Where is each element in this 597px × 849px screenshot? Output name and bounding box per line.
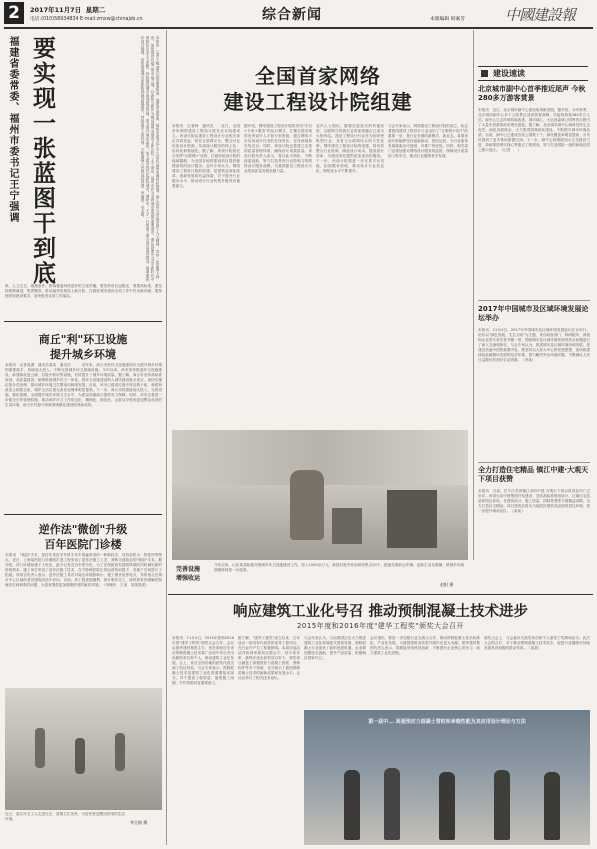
- photo-figure: [75, 738, 85, 774]
- sidebar-item-2-title: 2017年中国城市及区域环境发展论坛举办: [478, 305, 589, 322]
- main-body-col-4: 与会专家表示，网络建设工程设计院的成立，标志着我国建设工程设计行业迈出了"互联网+设计"的重要一步，是行业发展的新模式、新业态。希望该设计院能够坚持创新驱动，规范运营，为行业改革发展探索出可复制、可推广的经验。同时，相关部门也将加强对网络设计服务的监管，保障设计质量和工程安全，推动行业健康有序发展。: [388, 124, 468, 158]
- bottom-subhead: 2015年度和2016年度"建华工程奖"颁奖大会召开: [296, 622, 465, 630]
- bottom-body-col-1: 本报讯 11月4日，2015年度和2016年度"建华工程奖"颁奖大会召开。会议由建华建材集团主办，旨在表彰近年来在预制混凝土技术推广应用中作出突出贡献的单位和个人，推动建筑工业化发展。会上，来自全国各地的获奖代表交流了项目经验。与会专家表示，预制混凝土技术是建筑工业化的重要组成部分，对于提高工程质量、缩短施工周期、节约资源具有重要意义。: [172, 636, 234, 685]
- main-photo: [172, 430, 468, 560]
- lower-left-headline-1: 逆作法"微创"升级: [38, 523, 128, 536]
- newspaper-logo: 中國建設報: [505, 6, 576, 24]
- sidebar-label: 建设速读: [493, 69, 525, 78]
- photo-caption-credit: 赵阳 摄: [440, 582, 454, 587]
- photo-figure: [544, 772, 560, 840]
- sidebar-marker-icon: [481, 70, 488, 77]
- photo-bin: [332, 508, 362, 544]
- lower-left-caption: 近日，某区环卫工人走进社区，清理卫生死角，为居民营造整洁舒适的生活环境。: [5, 812, 125, 821]
- lead-body-text: 本报讯 记者王敏 通讯员郑豪燕报道 福建省委常委、福州市委书记王宁日前在福州市调研时强调，要认真学习贯彻党的十九大精神，坚持一张蓝图干到底，加快建设有福之州幸福之城，以新担当新作为推动福州发展再上新台阶。王宁指出，福州市作为全国城市建设的重要城市，要认真落实习近平新时代中国特色社会主义思想，持续推进城市规划建设管理，着力提升城市品质，努力建设现代化国际城市。调研中，王宁一行察看了重点项目建设情况，强调要抓好项目落地，加快推进城市更新和基础设施建设，持续改善人居环境，不断增强人民群众获得感、幸福感、安全感。: [141, 36, 160, 281]
- bottom-column-separator: [166, 560, 167, 845]
- lower-left-photo: [5, 688, 162, 810]
- bottom-headline: 响应建筑工业化号召 推动预制混凝土技术进步: [232, 603, 529, 620]
- contact-line: 电话:(010)58934834 E-mail:zmxw@chinajsb.cn: [30, 17, 143, 22]
- lower-left-body: 本报讯 "微创"手术，是近年来医学外科手术中普遍采用的一种新技术，具有创伤小、恢复快等特点。近日，上海某医院门诊楼改扩建工程采用了逆作法施工工艺，被称为建筑业的"微创"手术。据介绍，该门诊楼始建于上世纪，距今已有近百年的历史，为了在保留原有建筑风貌的同时满足新的使用需求，施工单位采用了逆作法施工技术，在不影响医院正常运营的前提下，对地下空间进行了拓展。该项目负责人表示，逆作法施工具有对周边环境影响小、施工噪音低等优点，非常适合在城市中心区域的老旧建筑改造中应用。目前，该工程进展顺利，预计明年完工，届时将有效缓解医院就诊空间紧张的问题，为患者提供更加便捷舒适的就医环境。（李晓东 王某 刘某报道）: [5, 553, 162, 587]
- section-title: 综合新闻: [262, 7, 322, 23]
- photo-figure: [494, 770, 510, 840]
- photo-figure: [439, 772, 455, 840]
- sidebar-item-1-body: 本报讯 近日，北京城市副中心建设取得新进展。据介绍，今年秋季，北京城市副中心多个公园景区迎来游客高峰，共接待游客280多万人次。副中心生态环境持续改善，城市绿心、大运河森林公园等景点吸引了大量市民游客前来观光游览。据了解，北京城市副中心始终坚持生态优先、绿色发展理念，大力推进园林绿化建设，不断提升城市环境品质。目前，副中心已建成各类公园数十个，绿化覆盖率明显提高，为市民提供了更多休闲游憩空间。下一步，副中心将继续加大生态建设力度，持续推进城市绿心等重点工程建设，努力打造国际一流的和谐宜居之都示范区。（记者 ）: [478, 108, 590, 152]
- sidebar-separator: [473, 30, 474, 560]
- main-body-col-2: 据介绍，网络建设工程设计院将采用"平台+专家+服务"的运行模式，汇聚全国各地的优秀设计人才和专家资源，通过网络平台实现设计任务的在线发布、在线承接和在线交付。同时，该设计院还将建立完善的质量管理体系，确保设计成果质量。该设计院负责人表示，将以此为契机，不断探索创新，努力打造具有行业影响力的网络设计服务品牌，为我国建设工程设计行业的高质量发展贡献力量。: [244, 124, 312, 173]
- photo-figure: [115, 733, 125, 771]
- photo-figure: [35, 728, 45, 768]
- lower-left-credit: 李全钢 摄: [130, 820, 148, 825]
- sidebar-divider-1: [478, 300, 590, 301]
- main-body-col-3: 业内人士指出，随着信息技术的快速发展，互联网与传统行业的深度融合已成为大势所趋。建设工程设计行业作为知识密集型行业，具有与互联网结合的天然优势。网络建设工程设计院的组建，将有效整合行业资源，降低设计成本，提高设计效率，为建设单位提供更加优质的服务。下一步，该设计院将进一步完善平台功能，拓展服务领域，推动设计行业信息化、网络化水平不断提升。: [316, 124, 384, 173]
- masthead-rule: [4, 27, 593, 29]
- editor-credit: 本版编辑 韩素芳: [430, 17, 466, 22]
- main-headline-1: 全国首家网络: [255, 64, 381, 88]
- bottom-body-col-2: 据了解，"建华工程奖"设立以来，已评选出一批具有代表性的优秀工程项目，在行业内产生了积极影响。本届评选活动共收到申报项目数百个，经专家评审，最终评选出获奖项目若干。获奖项目涵盖了高强预应力混凝土管桩、预制构件等多个领域，充分展示了我国预制混凝土技术的最新成果和发展水平。会议还举行了相关技术论坛。: [238, 636, 300, 680]
- main-body-col-1: 本报讯 记者韩 通讯员 近日，全国首家网络建设工程设计院在北京组建成立。该设计院由建设工程设计行业相关单位共同发起，依托互联网平台，整合行业优质设计资源，实现设计服务的线上化、协同化和智能化。据了解，该设计院将充分发挥"互联网+"优势，打破传统设计院的地域限制，为全国各地的建设项目提供便捷高效的设计服务。业内专家认为，网络建设工程设计院的组建，是建筑业深化改革、创新发展的有益探索，对于提升行业服务水平、推动设计行业转型升级具有重要意义。: [172, 124, 240, 188]
- mid-left-body: 本报讯 记者周潇 通讯员周某 通讯员 近年来，商丘市把环卫设施建设作为提升城乡环境的重要抓手，持续加大投入，不断完善城乡环卫基础设施。今年以来，该市加快推进环卫设施建设，新建和改造公厕、垃圾中转站等设施，有效提升了城乡环境质量。据了解，商丘市坚持高标准规划、高质量建设，统筹推进城乡环卫一体化，将环卫设施建设纳入城市建设重点项目，加快实施垃圾分类处理，推动城乡环境卫生整治向纵深发展。目前，该市已建成垃圾中转站数十座，新建和改造公厕数百座，城乡生活垃圾无害化处理率明显提高。下一步，商丘市将继续加大投入，完善设施，强化管理，全面提升城乡环境卫生水平，为建设美丽商丘提供有力保障。同时，该市还将进一步健全长效管理机制，推动城乡环卫工作常态化、精细化、规范化，让群众享受到更加整洁优美的生活环境，助力乡村振兴和新型城镇化建设取得新成效。: [5, 363, 162, 407]
- photo-bin: [387, 490, 437, 548]
- page-number-box: 2: [4, 2, 24, 24]
- sidebar-item-1-title: 北京城市副中心首季推近尾声 今秋280多万游客赏景: [478, 85, 586, 102]
- photo-figure: [344, 770, 360, 840]
- lead-bottom-rule: [4, 321, 162, 322]
- lead-headline: 要实现一张蓝图干到底: [29, 36, 56, 286]
- sidebar-label-box: [478, 66, 588, 81]
- photo-figure: [384, 768, 400, 840]
- main-headline-2: 建设工程设计院组建: [223, 90, 413, 114]
- bottom-body-col-4: 会议指出，要进一步加强行业交流与合作，推动预制混凝土技术标准化、产业化发展，为我国建筑业转型升级作出更大贡献。建华建材集团负责人表示，将继续坚持科技创新，不断提升企业核心竞争力，助力建筑工业化进程。: [370, 636, 480, 655]
- mid-left-rule: [4, 514, 162, 515]
- mid-left-headline-2: 提升城乡环境: [50, 348, 116, 361]
- column-separator: [166, 30, 167, 560]
- bottom-photo: [304, 710, 590, 845]
- issue-date: 2017年11月7日 星期二: [30, 6, 106, 14]
- bottom-photo-banner: 第一届中... 高强预应力混凝土管桩和承载性能及其应用设计理论与方法: [368, 719, 526, 725]
- bottom-section-rule: [168, 594, 593, 595]
- sidebar-item-3-title: 全力打造住宅精品 镇江中建·大观天下项目获赞: [478, 466, 589, 483]
- bottom-body-col-3: 与会代表认为，当前我国正在大力推进建筑工业化和装配式建筑发展，预制混凝土行业迎来了新的发展机遇。企业要加强技术创新，提升产品质量，积极响应国家号召。: [304, 636, 366, 660]
- bottom-body-col-5: 颁奖大会上，与会嘉宾为获奖单位和个人颁发了奖牌和证书。此次大会的召开，对于推动预制混凝土技术进步，促进行业健康可持续发展具有积极的推动作用。（某某）: [484, 636, 590, 650]
- sidebar-item-3-body: 本报讯 日前，位于江苏省镇江市的中建·大观天下项目获得业内广泛好评。该项目由中建集团开发建设，坚持高标准规划设计，注重住宅品质和居住体验，在建筑设计、施工质量、园林景观等方面精益求精，全力打造住宅精品。项目建成后将为当地居民提供高品质的居住环境，进一步提升城市品位。（某某）: [478, 489, 590, 513]
- sidebar-item-2-body: 本报讯 11月4日，2017年中国城市及区域环境发展论坛在京举行。论坛以"绿色发展、生态文明"为主题，来自政府部门、科研院所、高校和企业的专家学者齐聚一堂，围绕城市及区域环境发展的热点问题进行了深入交流和探讨。与会专家认为，推进城市及区域环境协调发展，是建设美丽中国的重要内容，要坚持以人民为中心的发展思想，加快构建绿色低碳循环发展的经济体系，着力解决突出环境问题，不断满足人民日益增长的美好生活需要。（李某）: [478, 328, 590, 362]
- photo-caption-text: 今年以来，山东某县积极开展城乡环卫设施建设工作，投入1000余万元，新建垃圾中转站和收集点20个，配备垃圾收运车辆，更新生活垃圾桶，使城乡环境面貌得到进一步改善。: [214, 563, 464, 572]
- sidebar-divider-2: [478, 462, 590, 463]
- lower-left-headline-2: 百年医院门诊楼: [44, 538, 122, 551]
- photo-caption-label: 完善设施 增强收运: [176, 566, 201, 582]
- mid-left-headline-1: 商丘"利"环卫设施: [38, 333, 128, 346]
- photo-worker: [290, 470, 324, 540]
- lead-subhead: 福建省委常委、福州市委书记王宁强调: [7, 36, 18, 223]
- lead-body-bottom: 核、人文生态、地理条件，影响着福州得更好的文化传播，要坚持用长远眼光，要提高标准，要坚持统筹谋划，集思聚智，推动福州发展再上新台阶，在做好城市建设各项工作中作出新贡献。要按照规划建设要求，加快推进各项工作落实。: [5, 284, 162, 298]
